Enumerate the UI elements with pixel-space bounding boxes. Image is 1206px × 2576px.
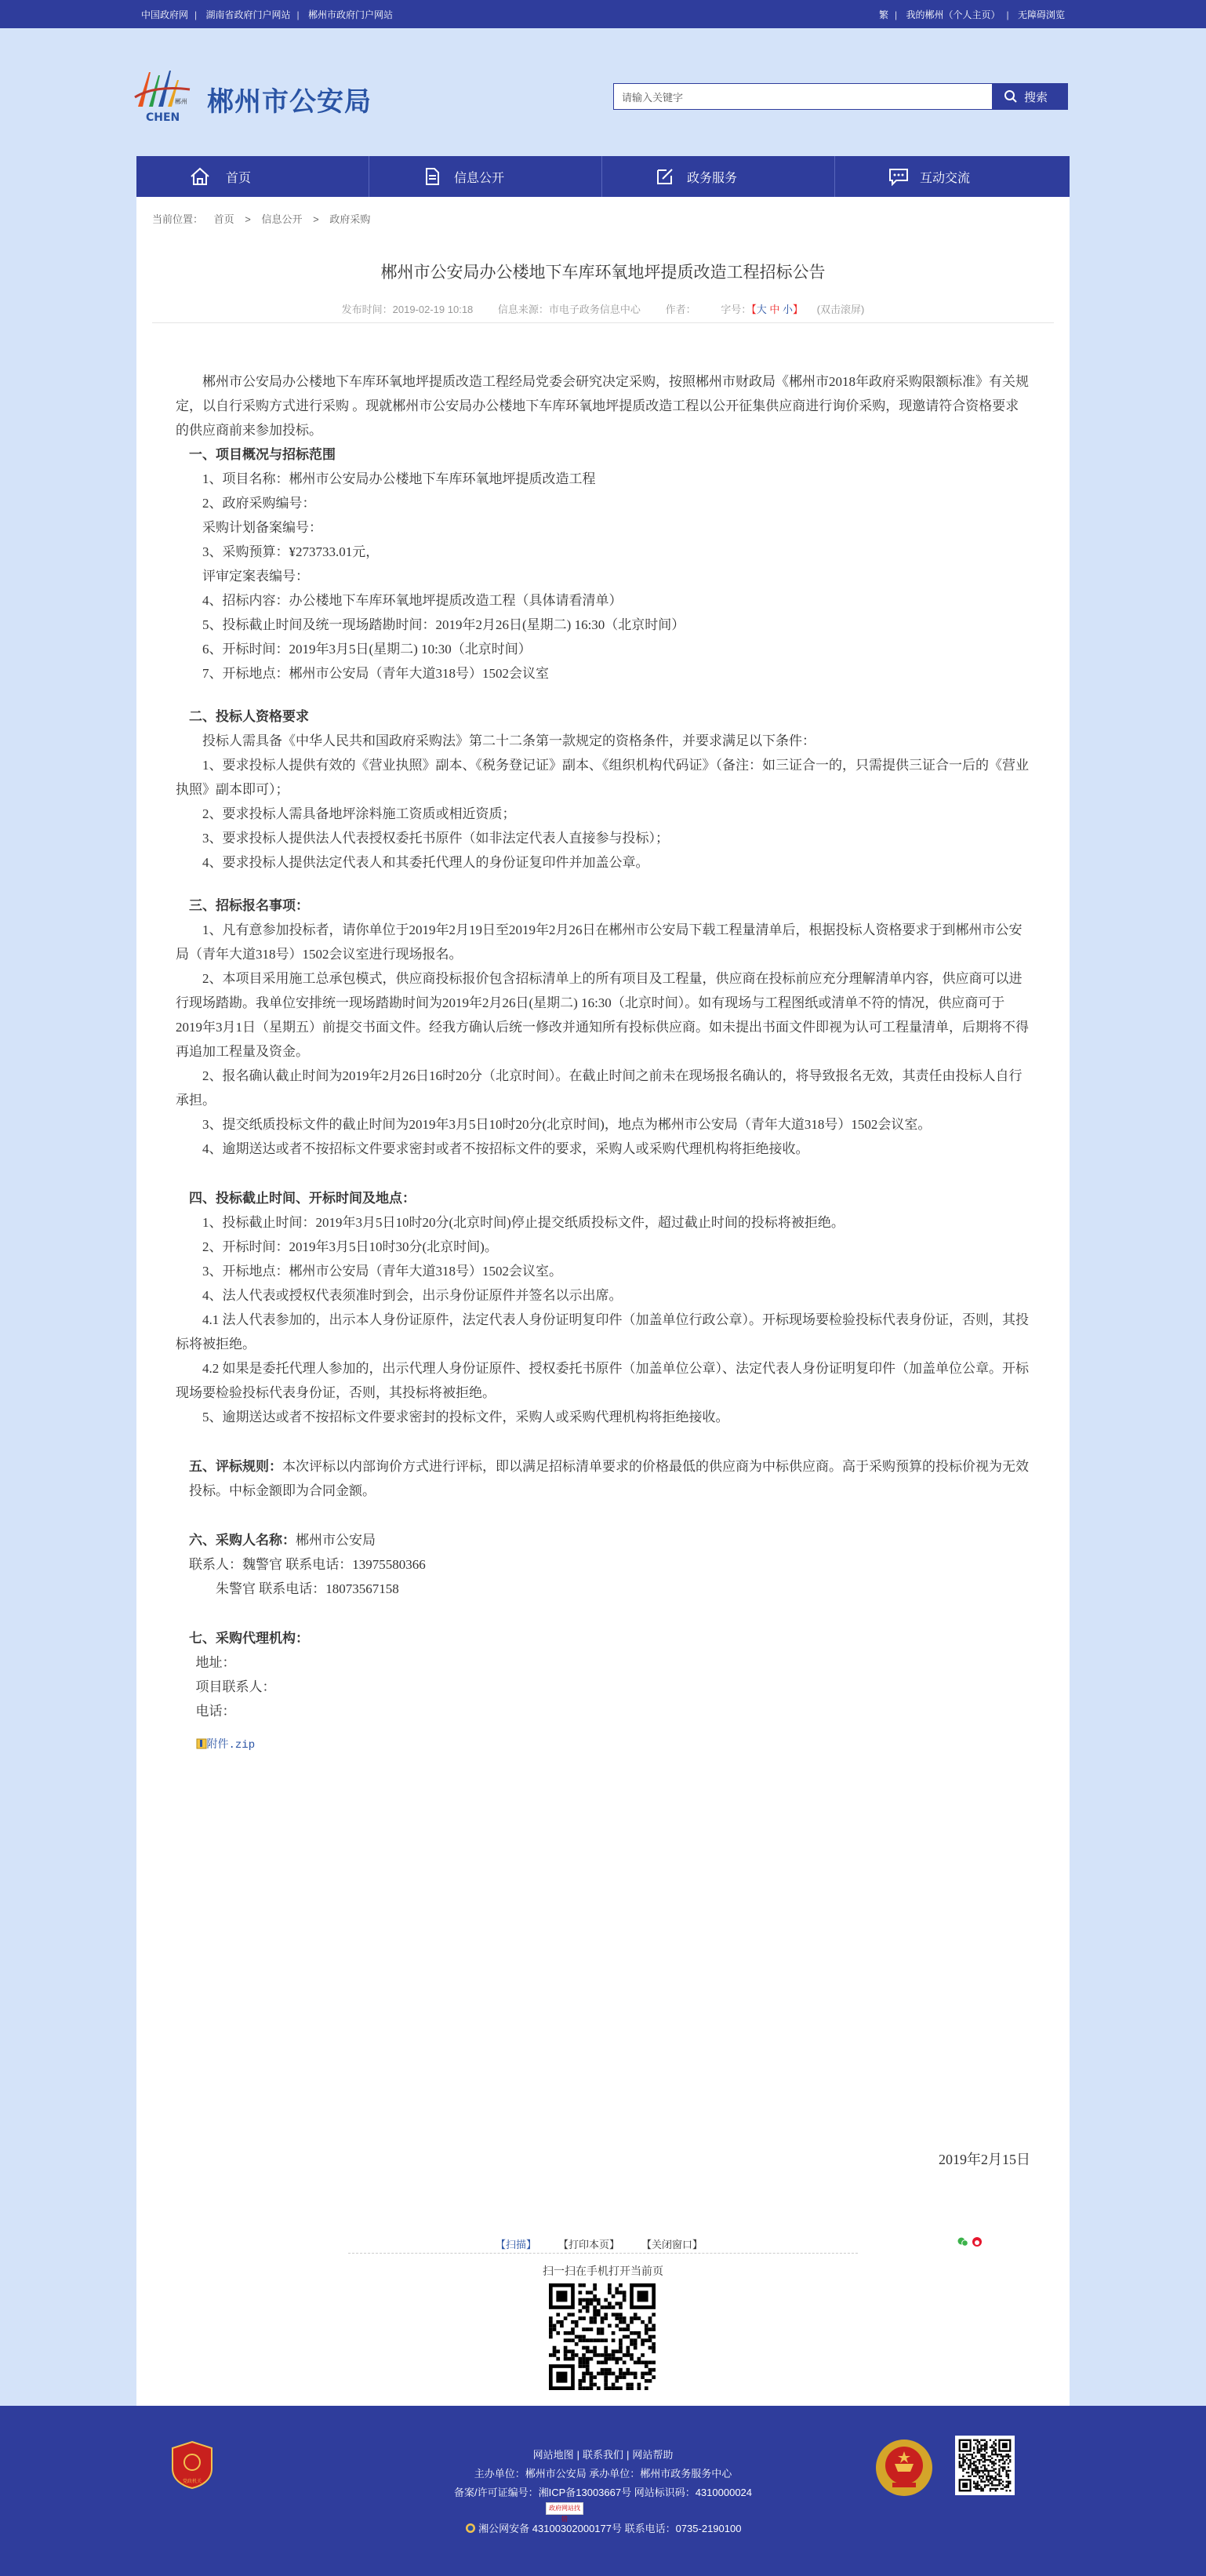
paragraph [176, 1137, 1030, 1161]
attachment-link[interactable]: 附件.zip [206, 1739, 256, 1752]
paragraph-text: 5、投标截止时间及统一现场踏勘时间：2019年2月26日(星期二) 16:30（北京时间） [202, 617, 685, 632]
paragraph-spacer [176, 1503, 1030, 1528]
paragraph [176, 966, 1030, 1064]
footer [0, 2406, 1206, 2576]
paragraph-text: 1、凡有意参加投标者，请你单位于2019年2月19日至2019年2月26日在郴州市公安局下载工程量清单后，根据投标人资格要求于到郴州市公安局（青年大道318号）1502会议室进行现场报名。 [176, 922, 1023, 962]
attachment-line [176, 1731, 1030, 1758]
paragraph-text: 3、要求投标人提供法人代表授权委托书原件（如非法定代表人直接参与投标）； [202, 831, 669, 846]
paragraph-text: 投标人需具备《中华人民共和国政府采购法》第二十二条第一款规定的资格条件，并要求满足以下条件： [202, 733, 816, 748]
search-button-label: 搜索 [1024, 91, 1048, 104]
paragraph-text: 1、项目名称：郴州市公安局办公楼地下车库环氧地坪提质改造工程 [202, 471, 596, 486]
link-accessibility[interactable]: 无障碍浏览 [1017, 9, 1065, 20]
paragraph [176, 729, 1030, 753]
paragraph-text: 2、要求投标人需具备地坪涂料施工资质或相近资质； [202, 806, 516, 821]
paragraph-text: 1、投标截止时间：2019年3月5日10时20分(北京时间)停止提交纸质投标文件，超过截止时间的投标将被拒绝。 [202, 1215, 845, 1230]
breadcrumb-procurement[interactable]: 政府采购 [329, 213, 371, 225]
paragraph [176, 918, 1030, 966]
font-large[interactable]: 大 [756, 304, 767, 315]
paragraph-text: 1、要求投标人提供有效的《营业执照》副本、《税务登记证》副本、《组织机构代码证》（备注：如三证合一的，只需提供三证合一后的《营业执照》副本即可）； [176, 758, 1029, 797]
paragraph-spacer [176, 686, 1030, 704]
paragraph [176, 369, 1030, 442]
divider [152, 322, 1054, 323]
breadcrumb-label: 当前位置： [152, 213, 204, 225]
paragraph [176, 564, 1030, 588]
site-name: 郴州市公安局 [207, 87, 372, 117]
sitemap-link[interactable]: 网站地图 [532, 2449, 574, 2461]
section-heading: 五、评标规则： [189, 1459, 282, 1474]
section-heading: 四、投标截止时间、开标时间及地点： [189, 1191, 416, 1206]
nav-info-public-label: 信息公开 [454, 172, 505, 185]
dblclick-scroll[interactable]: (双击滚屏) [816, 304, 865, 315]
paragraph [176, 1552, 1030, 1577]
footer-host: 主办单位：郴州市公安局 承办单位：郴州市政务服务中心 [474, 2468, 732, 2480]
scan-hint: 扫一扫在手机打开当前页 [543, 2265, 663, 2277]
paragraph-text: 5、逾期送达或者不按招标文件要求密封的投标文件，采购人或采购代理机构将拒绝接收。 [202, 1410, 729, 1424]
print-button[interactable]: 【打印本页】 [558, 2239, 620, 2250]
content-panel [136, 197, 1070, 2406]
link-chenzhou-gov[interactable]: 郴州市政府门户网站 [307, 9, 393, 20]
chat-icon [888, 167, 909, 186]
section-heading: 三、招标报名事项： [189, 898, 309, 913]
info-source: 信息来源：市电子政务信息中心 [497, 304, 641, 315]
paragraph-text: 3、开标地点：郴州市公安局（青年大道318号）1502会议室。 [202, 1264, 562, 1279]
paragraph-text: 2、本项目采用施工总承包模式，供应商投标报价包含招标清单上的所有项目及工程量，供应商在投标前应充分理解清单内容，供应商可以进行现场踏勘。我单位安排统一现场踏勘时间为2019年2月26日(星期二) 16:30（北京时间）。如有现场与工程图纸或清单不符的情况，供应商可于2019年3月1日（星期五）前提交书面文件。经我方确认后统一修改并通知所有投标供应商。如未提出书面文件即视为认可工程量清单，后期将不得再追加工程量及资金。 [176, 971, 1029, 1059]
article-title: 郴州市公安局办公楼地下车库环氧地坪提质改造工程招标公告 [380, 264, 826, 282]
top-bar [0, 0, 1206, 28]
paragraph [176, 850, 1030, 875]
paragraph-text: 朱警官 联系电话：18073567158 [216, 1581, 399, 1596]
nav-gov-service-label: 政务服务 [687, 172, 738, 185]
link-traditional[interactable]: 繁 [879, 9, 889, 20]
police-emblem-icon [465, 2523, 476, 2534]
weibo-icon[interactable] [972, 2236, 983, 2247]
breadcrumb-info-public[interactable]: 信息公开 [261, 213, 303, 225]
paragraph-text: 电话： [195, 1704, 236, 1719]
paragraph [176, 1064, 1030, 1112]
paragraph-text: 郴州市公安局 [296, 1533, 376, 1548]
paragraph [176, 491, 1030, 515]
author: 作者： [665, 304, 696, 315]
paragraph-text: 郴州市公安局办公楼地下车库环氧地坪提质改造工程经局党委会研究决定采购，按照郴州市财政局《郴州市2018年政府采购限额标准》有关规定，以自行采购方式进行采购 。现就郴州市公安局办公楼地下车库环氧地坪提质改造工程以公开征集供应商进行询价采购，现邀请符合资格要求的供应商前来参加投标。 [176, 374, 1029, 438]
font-bracket-close: 】 [793, 304, 804, 315]
font-size-control [721, 304, 803, 315]
top-links-right: 繁 | 我的郴州（个人主页） | 无障碍浏览 [879, 9, 1065, 20]
search-input[interactable]: 请输入关键字 [613, 83, 993, 110]
paragraph [176, 540, 1030, 564]
wechat-icon[interactable] [957, 2236, 968, 2247]
section-heading: 六、采购人名称： [189, 1533, 296, 1548]
article-meta [136, 301, 1070, 316]
paragraph [176, 1235, 1030, 1259]
search-button[interactable] [993, 83, 1068, 110]
link-my-chenzhou[interactable]: 我的郴州（个人主页） [906, 9, 1001, 20]
paragraph-text: 7、开标地点：郴州市公安局（青年大道318号）1502会议室 [202, 666, 549, 681]
search-icon [1004, 89, 1018, 104]
gov-error-badge[interactable]: 政府网站找错 [546, 2502, 583, 2515]
paragraph [176, 1577, 1030, 1601]
paragraph-text: 3、采购预算：¥273733.01元， [202, 544, 380, 559]
main-nav [136, 156, 1070, 197]
party-gov-badge-text: 党政机关 [182, 2479, 202, 2484]
paragraph-text: 2、开标时间：2019年3月5日10时30分(北京时间)。 [202, 1239, 498, 1254]
page-qr-code [549, 2283, 656, 2390]
paragraph-text: 联系人：魏警官 联系电话：13975580366 [189, 1557, 426, 1572]
section-heading-line [176, 1454, 1030, 1503]
paragraph [176, 515, 1030, 540]
paragraph-text: 4、招标内容：办公楼地下车库环氧地坪提质改造工程（具体请看清单） [202, 593, 623, 608]
breadcrumb-sep: > [313, 213, 319, 225]
section-heading-line [176, 1626, 1030, 1650]
paragraph-text: 采购计划备案编号： [202, 520, 322, 535]
paragraph-spacer [176, 1429, 1030, 1454]
paragraph [176, 1308, 1030, 1356]
paragraph [176, 637, 1030, 661]
section-heading-line [176, 1186, 1030, 1210]
paragraph-text: 3、提交纸质投标文件的截止时间为2019年3月5日10时20分(北京时间)，地点为郴州市公安局（青年大道318号）1502会议室。 [202, 1117, 932, 1132]
police-record: 湘公网安备 43100302000177号 联系电话：0735-2190100 [478, 2523, 742, 2534]
edit-icon [656, 167, 674, 186]
paragraph-text: 项目联系人： [195, 1679, 276, 1694]
chenzhou-logo-icon [132, 66, 193, 126]
paragraph-text: 2、报名确认截止时间为2019年2月26日16时20分（北京时间）。在截止时间之前未在现场报名确认的，将导致报名无效，其责任由投标人自行承担。 [176, 1068, 1023, 1108]
section-heading: 七、采购代理机构： [189, 1631, 309, 1646]
paragraph [176, 1112, 1030, 1137]
paragraph-text: 2、政府采购编号： [202, 496, 316, 511]
section-heading-line [176, 442, 1030, 467]
nav-home-label: 首页 [226, 172, 252, 185]
search-bar [613, 83, 1068, 110]
paragraph [176, 467, 1030, 491]
breadcrumb [152, 211, 370, 226]
section-heading-line [176, 1528, 1030, 1552]
footer-police [0, 2520, 1206, 2535]
national-emblem-icon [874, 2437, 935, 2498]
nav-interaction[interactable] [835, 156, 1068, 197]
footer-links: 网站地图 | 联系我们 | 网站帮助 [532, 2449, 674, 2461]
paragraph [176, 1283, 1030, 1308]
paragraph-spacer [176, 875, 1030, 893]
font-size-label: 字号： [721, 304, 752, 315]
publish-time: 发布时间：2019-02-19 10:18 [341, 304, 474, 315]
section-heading-line [176, 893, 1030, 918]
font-medium[interactable]: 中 [769, 304, 780, 315]
paragraph-text: 4、法人代表或授权代表须准时到会，出示身份证原件并签名以示出席。 [202, 1288, 623, 1303]
breadcrumb-sep: > [245, 213, 251, 225]
paragraph [176, 661, 1030, 686]
paragraph [176, 802, 1030, 826]
section-heading: 一、项目概况与招标范围 [189, 447, 336, 462]
paragraph [176, 826, 1030, 850]
paragraph [176, 1650, 1030, 1675]
paragraph [176, 1259, 1030, 1283]
paragraph-text: 本次评标以内部询价方式进行评标，即以满足招标清单要求的价格最低的供应商为中标供应商。高于采购预算的投标价视为无效投标。中标金额即为合同金额。 [189, 1459, 1029, 1498]
document-icon [423, 167, 441, 186]
font-small[interactable]: 小 [783, 304, 794, 315]
section-heading-line [176, 704, 1030, 729]
link-hunan-gov[interactable]: 湖南省政府门户网站 [205, 9, 291, 20]
contact-link[interactable]: 联系我们 [582, 2449, 623, 2461]
paragraph-text: 4.1 法人代表参加的，出示本人身份证原件，法定代表人身份证明复印件（加盖单位行政公章）。开标现场要检验投标代表身份证，否则，其投标将被拒绝。 [176, 1312, 1029, 1352]
top-links-left: 中国政府网 | 湖南省政府门户网站 | 郴州市政府门户网站 [141, 9, 393, 20]
link-china-gov[interactable]: 中国政府网 [141, 9, 189, 20]
paragraph [176, 1210, 1030, 1235]
paragraph-text: 6、开标时间：2019年3月5日(星期二) 10:30（北京时间） [202, 642, 532, 657]
paragraph-text: 4、要求投标人提供法定代表人和其委托代理人的身份证复印件并加盖公章。 [202, 855, 649, 870]
paragraph [176, 1356, 1030, 1405]
footer-icp: 备案/许可证编号：湘ICP备13003667号 网站标识码：4310000024 [453, 2487, 753, 2498]
logo-en-text: CHEN [146, 111, 180, 124]
scan-button[interactable]: 【扫描】 [496, 2239, 537, 2250]
paragraph [176, 588, 1030, 613]
nav-info-public[interactable] [369, 156, 602, 197]
breadcrumb-home[interactable]: 首页 [213, 213, 234, 225]
footer-qr-code [955, 2436, 1015, 2495]
article-body [176, 369, 1030, 1758]
nav-interaction-label: 互动交流 [920, 172, 971, 185]
paragraph [176, 613, 1030, 637]
paragraph [176, 1405, 1030, 1429]
paragraph-spacer [176, 1601, 1030, 1626]
site-logo[interactable] [132, 66, 390, 126]
font-bracket-open: 【 [751, 304, 757, 315]
paragraph-text: 评审定案表编号： [202, 569, 309, 584]
paragraph-text: 4.2 如果是委托代理人参加的，出示代理人身份证原件、授权委托书原件（加盖单位公章）、法定代表人身份证明复印件（加盖单位公章。开标现场要检验投标代表身份证，否则，其投标将被拒绝。 [176, 1361, 1029, 1400]
paragraph [176, 1699, 1030, 1723]
paragraph-spacer [176, 1161, 1030, 1186]
nav-gov-service[interactable] [602, 156, 835, 197]
logo-small-text: 郴州 [175, 98, 187, 105]
close-window-button[interactable]: 【关闭窗口】 [641, 2239, 703, 2250]
home-icon [190, 167, 210, 186]
article-tools [348, 2233, 858, 2254]
paragraph-text: 地址： [195, 1655, 236, 1670]
nav-home[interactable] [136, 156, 369, 197]
help-link[interactable]: 网站帮助 [632, 2449, 674, 2461]
article-date: 2019年2月15日 [939, 2152, 1030, 2167]
paragraph [176, 753, 1030, 802]
paragraph [176, 1675, 1030, 1699]
zip-file-icon [196, 1738, 207, 1749]
paragraph-text: 4、逾期送达或者不按招标文件要求密封或者不按招标文件的要求，采购人或采购代理机构将拒绝接收。 [202, 1141, 809, 1156]
section-heading: 二、投标人资格要求 [189, 709, 309, 724]
